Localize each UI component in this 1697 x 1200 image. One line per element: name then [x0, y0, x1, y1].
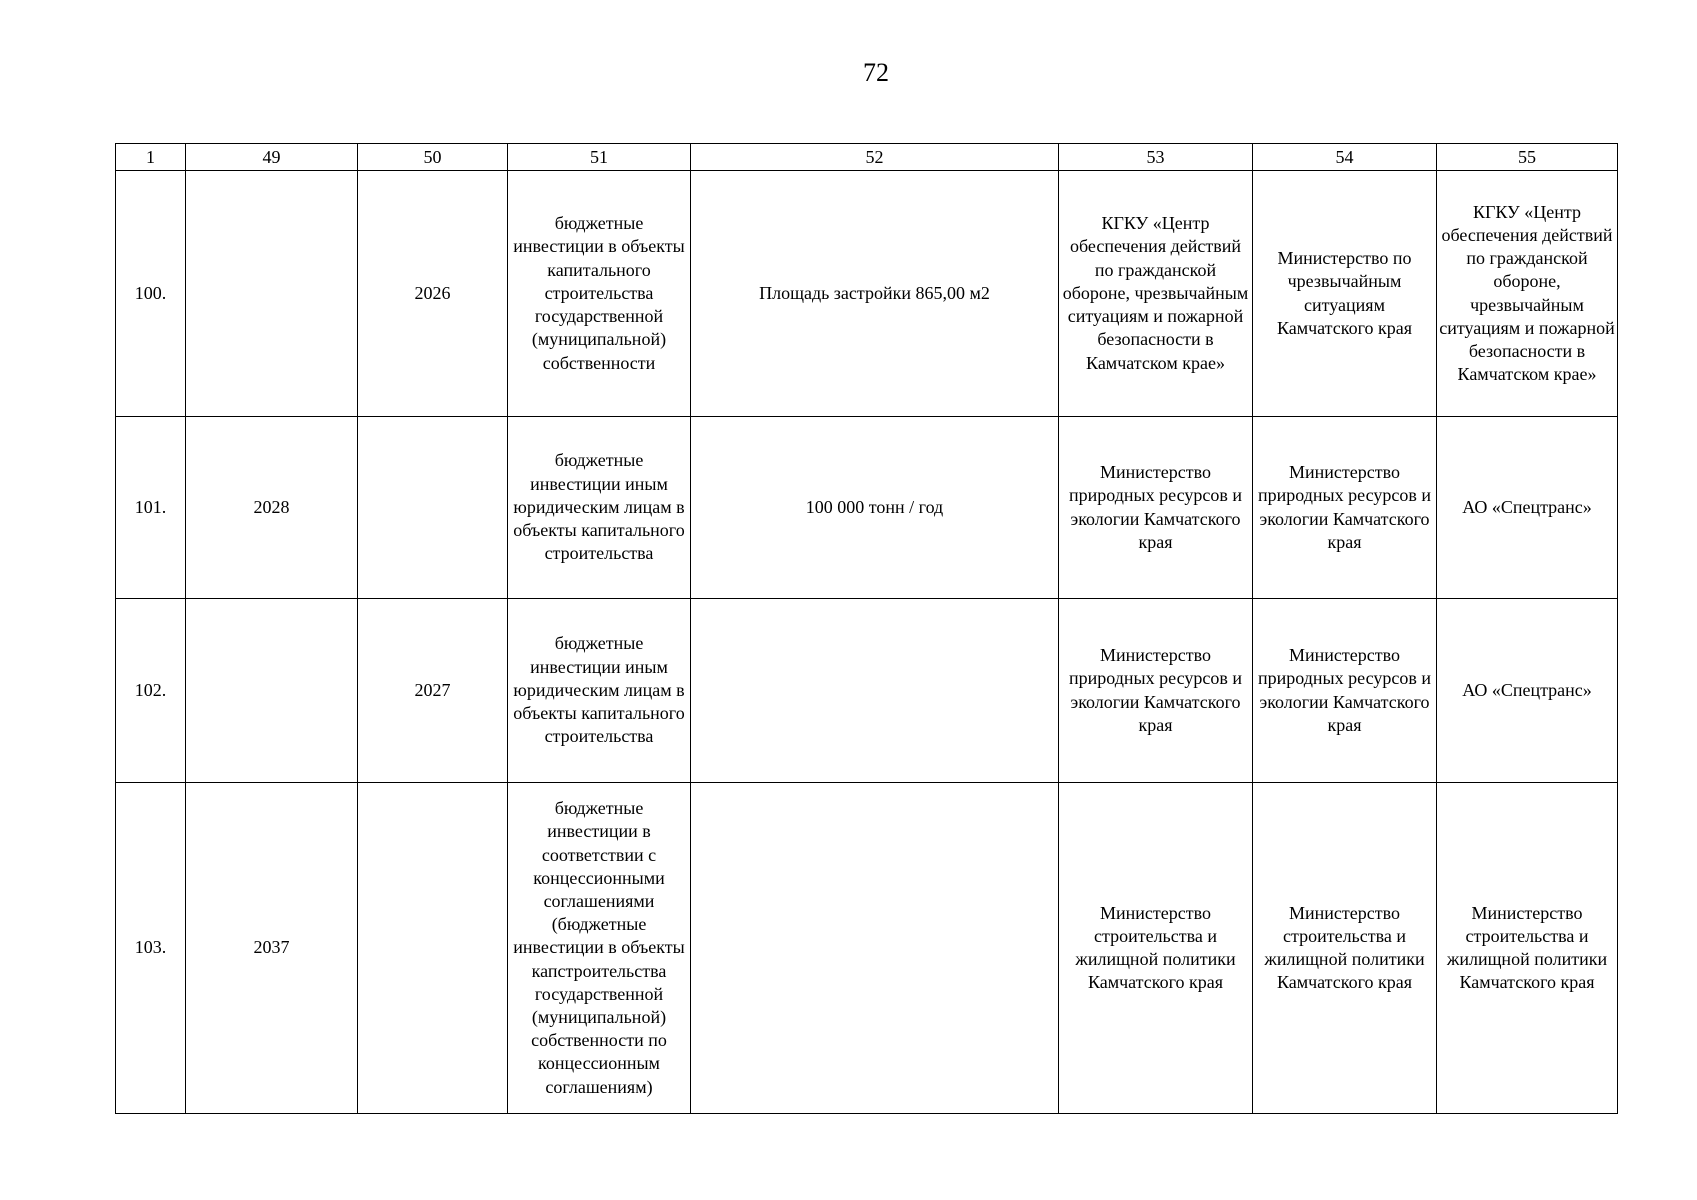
row-number-cell: 101. [116, 417, 186, 599]
column-header: 52 [691, 144, 1059, 171]
table-cell: Министерство строительства и жилищной политики Камчатского края [1059, 783, 1253, 1114]
table-cell [186, 171, 358, 417]
table-row [116, 599, 1618, 783]
row-number-cell: 100. [116, 171, 186, 417]
table-cell: КГКУ «Центр обеспечения действий по гражданской обороне, чрезвычайным ситуациям и пожарной безопасности в Камчатском крае» [1059, 171, 1253, 417]
table-cell: 2027 [358, 599, 508, 783]
table-cell: 2028 [186, 417, 358, 599]
column-header: 50 [358, 144, 508, 171]
table-cell: 2037 [186, 783, 358, 1114]
column-header: 51 [508, 144, 691, 171]
table-cell: 2026 [358, 171, 508, 417]
table-row [116, 783, 1618, 1114]
column-header: 54 [1253, 144, 1437, 171]
data-table [115, 143, 1618, 1114]
column-header: 53 [1059, 144, 1253, 171]
table-cell: Площадь застройки 865,00 м2 [691, 171, 1059, 417]
table-cell [691, 599, 1059, 783]
table-cell: Министерство природных ресурсов и экологии Камчатского края [1253, 599, 1437, 783]
table-cell: бюджетные инвестиции иным юридическим лицам в объекты капитального строительства [508, 417, 691, 599]
column-header: 1 [116, 144, 186, 171]
table-row [116, 171, 1618, 417]
table-cell: Министерство строительства и жилищной политики Камчатского края [1437, 783, 1618, 1114]
table-cell [186, 599, 358, 783]
table-cell: Министерство строительства и жилищной политики Камчатского края [1253, 783, 1437, 1114]
table-cell: Министерство природных ресурсов и экологии Камчатского края [1059, 417, 1253, 599]
column-header: 49 [186, 144, 358, 171]
table-cell: Министерство природных ресурсов и экологии Камчатского края [1059, 599, 1253, 783]
row-number-cell: 102. [116, 599, 186, 783]
table-cell: АО «Спецтранс» [1437, 417, 1618, 599]
column-header: 55 [1437, 144, 1618, 171]
table-cell: АО «Спецтранс» [1437, 599, 1618, 783]
table-cell: Министерство природных ресурсов и экологии Камчатского края [1253, 417, 1437, 599]
table-header-row [116, 144, 1618, 171]
table-cell: Министерство по чрезвычайным ситуациям Камчатского края [1253, 171, 1437, 417]
row-number-cell: 103. [116, 783, 186, 1114]
table-cell: бюджетные инвестиции в объекты капитального строительства государственной (муниципальной) собственности [508, 171, 691, 417]
page-number: 72 [863, 58, 889, 87]
table-cell: бюджетные инвестиции в соответствии с концессионными соглашениями (бюджетные инвестиции в объекты капстроительства государственной (муниципальной) собственности по концессионным соглашениям) [508, 783, 691, 1114]
table-row [116, 417, 1618, 599]
table-cell: КГКУ «Центр обеспечения действий по гражданской обороне, чрезвычайным ситуациям и пожарной безопасности в Камчатском крае» [1437, 171, 1618, 417]
table-cell [691, 783, 1059, 1114]
table-cell [358, 783, 508, 1114]
table-cell [358, 417, 508, 599]
table-cell: 100 000 тонн / год [691, 417, 1059, 599]
table-cell: бюджетные инвестиции иным юридическим лицам в объекты капитального строительства [508, 599, 691, 783]
